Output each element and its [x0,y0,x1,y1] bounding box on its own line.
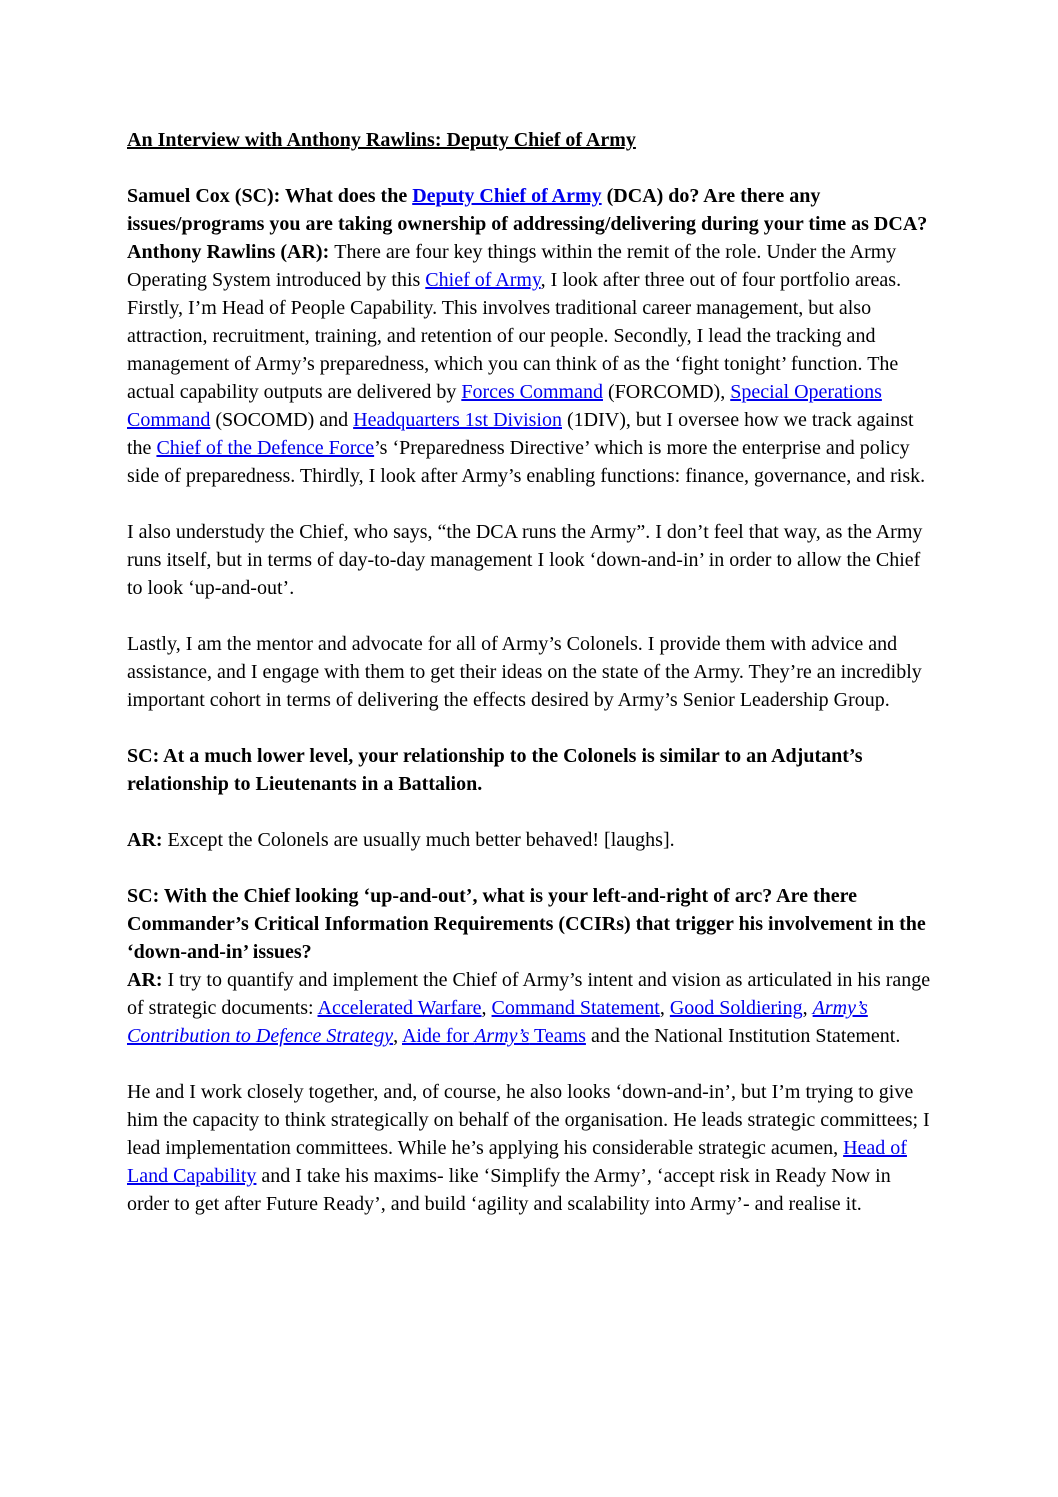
document-title: An Interview with Anthony Rawlins: Deputy Chief of Army [127,129,636,151]
question-2 [127,742,933,798]
hyperlink[interactable]: Accelerated Warfare [317,997,482,1019]
hyperlink[interactable]: Forces Command [461,381,603,403]
document-content [127,126,933,1218]
text-run: Lastly, I am the mentor and advocate for all of Army’s Colonels. I provide them with advice and assistance, and I engage with them to get their ideas on the state of the Army. They’re an incredibly important cohort in terms of delivering the effects desired by Army’s Senior Leadership Group. [127,633,922,711]
hyperlink[interactable]: Command Statement [491,997,660,1019]
hyperlink[interactable]: Headquarters 1st Division [353,409,562,431]
text-run: , [481,997,492,1019]
text-run: SC: With the Chief looking ‘up-and-out’, what is your left-and-right of arc? Are there Commander’s Critical Information Requirements (CCIRs) that trigger his involvement in the ‘down-and-in’ issues? [127,885,926,963]
text-run: Except the Colonels are usually much better behaved! [laughs]. [167,829,675,851]
text-run: I try to quantify and implement the Chief of Army’s intent and vision as articulated in his range of strategic documents: [127,969,931,1019]
answer-1-colonels [127,630,933,714]
text-run: , I look after three out of four portfolio areas. Firstly, I’m Head of People Capability. This involves traditional career management, but also attraction, recruitment, training, and retention of our people. Secondly, I lead the tracking and management of Army’s preparedness, which you can think of as the ‘fight tonight’ function. The actual capability outputs are delivered by [127,269,907,403]
hyperlink[interactable]: Aide for [401,1025,475,1047]
text-run: SC: At a much lower level, your relationship to the Colonels is similar to an Adjutant’s relationship to Lieutenants in a Battalion. [127,745,863,795]
hyperlink[interactable]: Army’s Contribution to Defence Strategy [127,997,868,1047]
hyperlink[interactable]: Good Soldiering [669,997,803,1019]
hyperlink[interactable]: Chief of the Defence Force [156,437,375,459]
question-3 [127,882,933,966]
hyperlink[interactable]: Deputy Chief of Army [412,185,602,207]
text-run: (1DIV), but I oversee how we track against the [127,409,914,459]
text-run: , [802,997,813,1019]
text-run: ’s ‘Preparedness Directive’ which is more the enterprise and policy side of preparedness. Thirdly, I look after Army’s enabling functions: finance, governance, and risk. [127,437,926,487]
text-run: , [393,1025,402,1047]
text-run: (FORCOMD), [602,381,731,403]
answer-1-understudy [127,518,933,602]
hyperlink[interactable]: Chief of Army [425,269,541,291]
hyperlink[interactable]: Head of Land Capability [127,1137,907,1187]
text-run: He and I work closely together, and, of course, he also looks ‘down-and-in’, but I’m trying to give him the capacity to think strategically on behalf of the organisation. He leads strategic committees; I lead implementation committees. While he’s applying his considerable strategic acumen, [127,1081,930,1159]
text-run: AR: [127,969,168,991]
answer-1 [127,238,933,490]
text-run: I also understudy the Chief, who says, “the DCA runs the Army”. I don’t feel that way, as the Army runs itself, but in terms of day-to-day management I look ‘down-and-in’ in order to allow the Chief to look ‘up-and-out’. [127,521,923,599]
hyperlink[interactable]: Teams [529,1025,586,1047]
text-run: and the National Institution Statement. [585,1025,901,1047]
hyperlink[interactable]: Army’s [474,1025,530,1047]
text-run: There are four key things within the remit of the role. Under the Army Operating System introduced by this [127,241,897,291]
text-run: AR: [127,829,168,851]
answer-3 [127,966,933,1050]
question-1 [127,182,933,238]
answer-2 [127,826,933,854]
paragraphs-container [127,182,933,1218]
hyperlink[interactable]: Special Operations Command [127,381,882,431]
text-run: Samuel Cox (SC): What does the [127,185,413,207]
text-run: , [659,997,670,1019]
text-run: (DCA) do? Are there any issues/programs you are taking ownership of addressing/delivering during your time as DCA? [127,185,928,235]
text-run: and I take his maxims- like ‘Simplify the Army’, ‘accept risk in Ready Now in order to get after Future Ready’, and build ‘agility and scalability into Army’- and realise it. [127,1165,891,1215]
answer-3-cont [127,1078,933,1218]
text-run: (SOCOMD) and [210,409,354,431]
text-run: Anthony Rawlins (AR): [127,241,335,263]
